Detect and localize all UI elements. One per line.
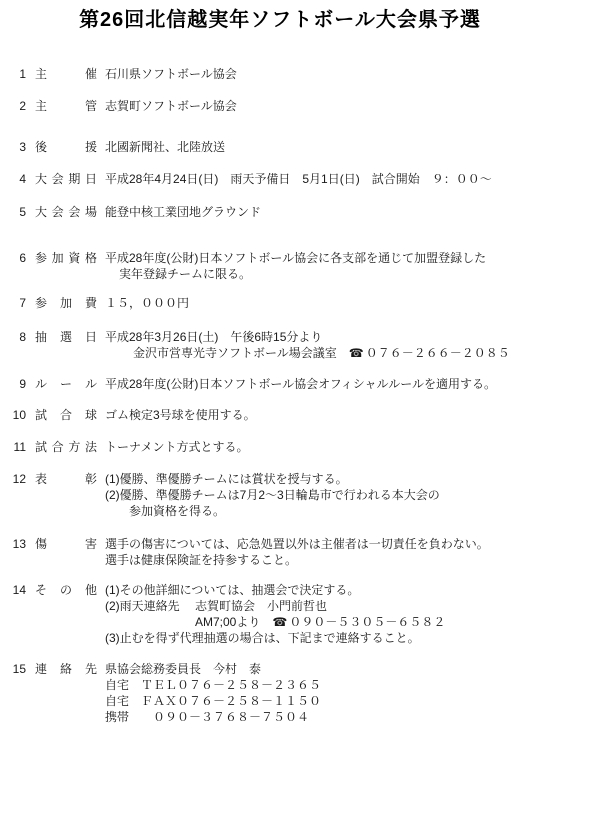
item-label-char: 加 — [51, 251, 64, 265]
item-label-char: 絡 — [59, 662, 72, 676]
item-line: 平成28年度(公財)日本ソフトボール協会に各支部を通じて加盟登録した — [105, 251, 487, 265]
line-text: AM7;00より — [195, 615, 273, 629]
item-content — [105, 139, 600, 155]
item-label-char: 大 — [35, 205, 48, 219]
item-label-char: 管 — [84, 99, 97, 113]
document-title: 第26回北信越実年ソフトボール大会県予選 — [79, 9, 481, 31]
item-label — [35, 471, 97, 487]
item-label-char: ー — [59, 377, 72, 391]
item-line: 携帯 ０９０－３７６８－７５０４ — [105, 710, 310, 724]
item-label-char: 法 — [84, 440, 97, 454]
item-content — [105, 66, 600, 82]
item-line: 平成28年3月26日(土) 午後6時15分より — [105, 330, 323, 344]
item-label — [35, 661, 97, 677]
item-line: 自宅 ＴＥＬ０７６－２５８－２３６５ — [105, 678, 322, 692]
item-label-char: 日 — [84, 172, 97, 186]
item-content — [105, 661, 600, 725]
item-label-char: 主 — [35, 99, 48, 113]
item-number: 12 — [12, 472, 26, 486]
item-label-char: ル — [84, 377, 97, 391]
item-number: 5 — [19, 205, 26, 219]
item-row-11 — [0, 439, 600, 455]
item-number: 14 — [12, 583, 26, 597]
item-number: 2 — [19, 99, 26, 113]
item-label-char: ル — [35, 377, 48, 391]
item-label — [35, 250, 97, 266]
line-text: 金沢市営専光寺ソフトボール場会議室 — [133, 346, 349, 360]
item-line — [105, 345, 600, 361]
item-line: 選手は健康保険証を持参すること。 — [105, 553, 298, 567]
item-line: (1)優勝、準優勝チームには賞状を授与する。 — [105, 472, 348, 486]
document-page — [0, 8, 600, 823]
item-label — [35, 139, 97, 155]
item-label — [35, 98, 97, 114]
item-content — [105, 376, 600, 392]
item-label-char: 連 — [35, 662, 48, 676]
item-label-char: 会 — [51, 205, 64, 219]
item-content — [105, 582, 600, 646]
item-line: ゴム検定3号球を使用する。 — [105, 408, 256, 422]
item-label — [35, 582, 97, 598]
item-number: 4 — [19, 172, 26, 186]
item-label — [35, 329, 97, 345]
item-line: 石川県ソフトボール協会 — [105, 67, 237, 81]
item-label-char: 他 — [84, 583, 97, 597]
item-row-5 — [0, 204, 600, 220]
item-line: 実年登録チームに限る。 — [119, 267, 252, 281]
item-line: 県協会総務委員長 今村 泰 — [105, 662, 262, 676]
item-label-char: 日 — [84, 330, 97, 344]
item-label-char: 合 — [51, 440, 64, 454]
item-label-char: 大 — [35, 172, 48, 186]
item-row-1 — [0, 66, 600, 82]
item-line: 志賀町ソフトボール協会 — [105, 99, 237, 113]
item-label — [35, 171, 97, 187]
item-line: 自宅 ＦＡＸ０７６－２５８－１１５０ — [105, 694, 322, 708]
item-row-12 — [0, 471, 600, 519]
item-label-char: 主 — [35, 67, 48, 81]
item-row-8 — [0, 329, 600, 361]
phone-icon: ☎ — [348, 346, 364, 360]
item-number: 3 — [19, 140, 26, 154]
item-label — [35, 204, 97, 220]
item-label-char: 試 — [35, 440, 48, 454]
item-label-char: 球 — [84, 408, 97, 422]
item-number: 7 — [19, 296, 26, 310]
item-label — [35, 536, 97, 552]
item-row-3 — [0, 139, 600, 155]
item-row-2 — [0, 98, 600, 114]
item-label-char: の — [59, 583, 72, 597]
item-line: (2)優勝、準優勝チームは7月2～3日輪島市で行われる本大会の — [105, 488, 440, 502]
item-content — [105, 471, 600, 519]
item-label-char: 参 — [35, 251, 48, 265]
item-label-char: 傷 — [35, 537, 48, 551]
item-label-char: 表 — [35, 472, 48, 486]
item-content — [105, 250, 600, 282]
item-row-4 — [0, 171, 600, 187]
item-number: 9 — [19, 377, 26, 391]
item-line: １５，０００円 — [105, 296, 190, 310]
item-label-char: 後 — [35, 140, 48, 154]
item-row-14 — [0, 582, 600, 646]
item-number: 13 — [12, 537, 26, 551]
item-line: 能登中核工業団地グラウンド — [105, 205, 262, 219]
phone-number: ０９０－５３０５－６５８２ — [289, 615, 446, 629]
item-label-char: 費 — [84, 296, 97, 310]
item-content — [105, 439, 600, 455]
item-content — [105, 171, 600, 187]
item-label-char: そ — [35, 583, 48, 597]
item-label-char: 資 — [68, 251, 81, 265]
item-line: 平成28年度(公財)日本ソフトボール協会オフィシャルルールを適用する。 — [105, 377, 497, 391]
item-line: 選手の傷害については、応急処置以外は主催者は一切責任を負わない。 — [105, 537, 489, 551]
item-line — [105, 614, 600, 630]
item-content — [105, 98, 600, 114]
item-content — [105, 329, 600, 361]
item-label-char: 会 — [68, 205, 81, 219]
item-content — [105, 536, 600, 568]
item-label-char: 試 — [35, 408, 48, 422]
item-row-7 — [0, 295, 600, 311]
item-content — [105, 295, 600, 311]
item-label — [35, 66, 97, 82]
item-label — [35, 407, 97, 423]
item-row-6 — [0, 250, 600, 282]
item-line: 北國新聞社、北陸放送 — [105, 140, 226, 154]
item-line: (3)止むを得ず代理抽選の場合は、下記まで連絡すること。 — [105, 631, 420, 645]
item-label-char: 加 — [59, 296, 72, 310]
phone-icon: ☎ — [272, 615, 288, 629]
item-number: 10 — [12, 408, 26, 422]
item-content — [105, 407, 600, 423]
item-label-char: 場 — [84, 205, 97, 219]
item-label — [35, 439, 97, 455]
item-label-char: 援 — [84, 140, 97, 154]
item-line: 平成28年4月24日(日) 雨天予備日 5月1日(日) 試合開始 ９：００～ — [105, 172, 492, 186]
item-number: 8 — [19, 330, 26, 344]
item-label-char: 合 — [59, 408, 72, 422]
item-label-char: 期 — [68, 172, 81, 186]
item-label-char: 参 — [35, 296, 48, 310]
item-row-15 — [0, 661, 600, 725]
item-label-char: 害 — [84, 537, 97, 551]
item-label — [35, 376, 97, 392]
item-label-char: 格 — [84, 251, 97, 265]
item-number: 1 — [19, 67, 26, 81]
item-row-9 — [0, 376, 600, 392]
item-row-10 — [0, 407, 600, 423]
item-number: 6 — [19, 251, 26, 265]
item-row-13 — [0, 536, 600, 568]
phone-number: ０７６－２６６－２０８５ — [365, 346, 510, 360]
item-label-char: 選 — [59, 330, 72, 344]
item-content — [105, 204, 600, 220]
item-line: (2)雨天連絡先 志賀町協会 小門前哲也 — [105, 599, 328, 613]
item-label-char: 抽 — [35, 330, 48, 344]
item-label-char: 方 — [68, 440, 81, 454]
item-label-char: 彰 — [84, 472, 97, 486]
item-label-char: 先 — [84, 662, 97, 676]
item-number: 15 — [12, 662, 26, 676]
item-number: 11 — [13, 440, 26, 454]
item-line: トーナメント方式とする。 — [105, 440, 249, 454]
item-label — [35, 295, 97, 311]
item-line: 参加資格を得る。 — [129, 504, 226, 518]
item-line: (1)その他詳細については、抽選会で決定する。 — [105, 583, 360, 597]
item-label-char: 会 — [51, 172, 64, 186]
item-label-char: 催 — [84, 67, 97, 81]
